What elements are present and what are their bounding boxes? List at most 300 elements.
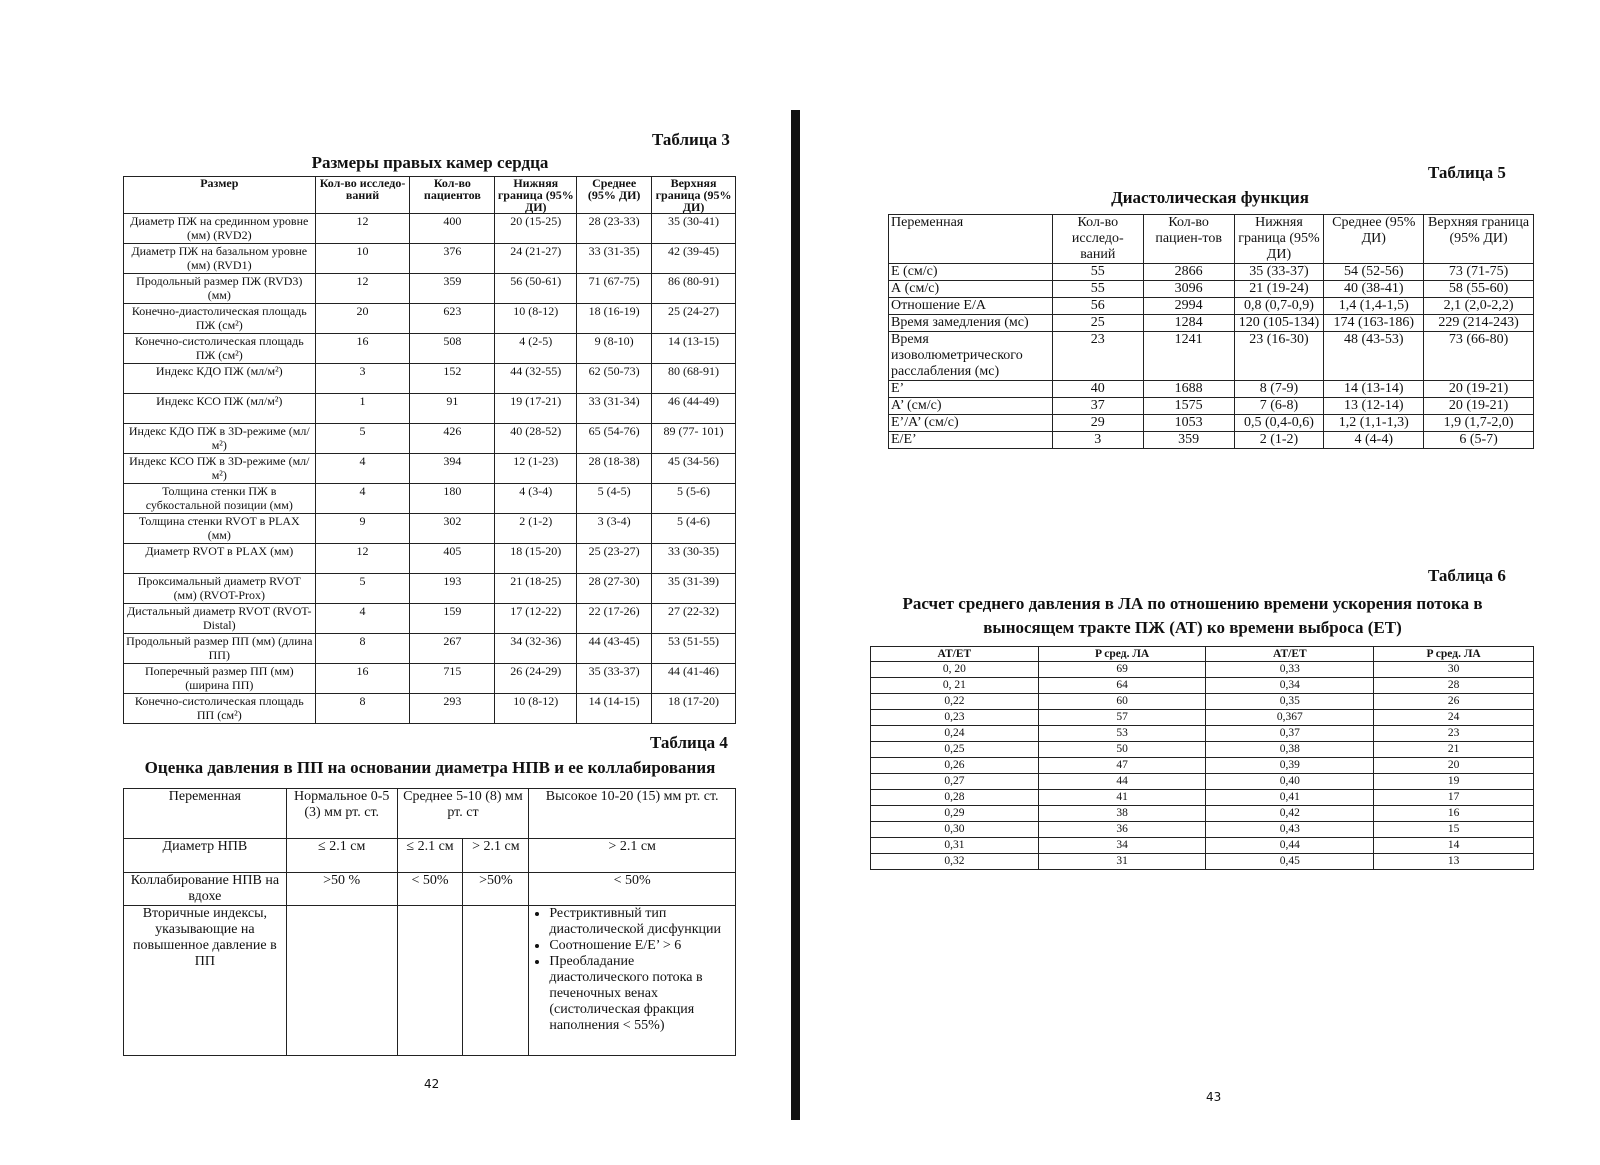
table3-cell: 159 (410, 604, 495, 634)
table5-cell: 13 (12-14) (1324, 398, 1424, 415)
table3-header-cell: Верхняя граница (95% ДИ) (652, 177, 736, 214)
table-row (871, 678, 1534, 694)
table5-cell: 3096 (1143, 281, 1234, 298)
table3-cell: 44 (43-45) (577, 634, 652, 664)
table3-cell: 405 (410, 544, 495, 574)
table5-cell: 6 (5-7) (1424, 432, 1534, 449)
table3-cell: Диаметр ПЖ на базальном уровне (мм) (RVD1) (124, 244, 316, 274)
table3-cell: 71 (67-75) (577, 274, 652, 304)
table-row (871, 822, 1534, 838)
table3-cell: 12 (315, 544, 410, 574)
page-number-left: 42 (424, 1077, 440, 1091)
table6-cell: 28 (1374, 678, 1534, 694)
table-row (889, 281, 1534, 298)
list-item: • Преобладание диастолического потока в печеночных венах (систолическая фракция наполнения < 55%) (549, 954, 733, 1034)
table6-cell: 57 (1038, 710, 1206, 726)
table3-cell: 17 (12-22) (495, 604, 577, 634)
table-row (871, 662, 1534, 678)
table-row (124, 304, 736, 334)
table-row (889, 332, 1534, 381)
table4-header-cell: Высокое 10-20 (15) мм рт. ст. (529, 789, 736, 839)
table6-cell: 36 (1038, 822, 1206, 838)
table3-cell: 16 (315, 334, 410, 364)
table-row (889, 432, 1534, 449)
table6-header-cell: P сред. ЛА (1038, 647, 1206, 662)
table6-cell: 60 (1038, 694, 1206, 710)
table3-cell: 35 (30-41) (652, 214, 736, 244)
table3-cell: 20 (15-25) (495, 214, 577, 244)
table6-cell: 0, 20 (871, 662, 1039, 678)
list-item: • Рестриктивный тип диастолической дисфункции (549, 906, 733, 938)
table4-row-collapse (124, 873, 736, 906)
table6-cell: 0,22 (871, 694, 1039, 710)
table4-cell: Вторичные индексы, указывающие на повышенное давление в ПП (124, 906, 287, 1056)
table3-cell: 426 (410, 424, 495, 454)
table6-cell: 0,41 (1206, 790, 1374, 806)
table-row (124, 514, 736, 544)
table3-cell: 14 (13-15) (652, 334, 736, 364)
table-row (124, 394, 736, 424)
table5-cell: Е/Е’ (889, 432, 1053, 449)
table6-cell: 15 (1374, 822, 1534, 838)
table5-cell: 1,2 (1,1-1,3) (1324, 415, 1424, 432)
table3-cell: 91 (410, 394, 495, 424)
table5-cell: 1688 (1143, 381, 1234, 398)
table3-cell: 293 (410, 694, 495, 724)
table6-header-cell: AT/ET (871, 647, 1039, 662)
table5-cell: 2994 (1143, 298, 1234, 315)
table3-cell: 302 (410, 514, 495, 544)
table-row (889, 398, 1534, 415)
table3-cell: 28 (27-30) (577, 574, 652, 604)
table-row (124, 484, 736, 514)
table5-cell: 29 (1052, 415, 1143, 432)
table3-cell: 4 (2-5) (495, 334, 577, 364)
table3-cell: 40 (28-52) (495, 424, 577, 454)
table4-row-ivc (124, 839, 736, 873)
table5-cell: 58 (55-60) (1424, 281, 1534, 298)
table3-cell: 33 (31-35) (577, 244, 652, 274)
table3-cell: 10 (315, 244, 410, 274)
table5-cell: 1241 (1143, 332, 1234, 381)
table6-header-cell: P сред. ЛА (1374, 647, 1534, 662)
table3-cell: 25 (23-27) (577, 544, 652, 574)
table-row (889, 415, 1534, 432)
table4-cell-empty (397, 906, 463, 1056)
table4-cell: > 2.1 см (463, 839, 529, 873)
table-row (124, 454, 736, 484)
table3-cell: 44 (41-46) (652, 664, 736, 694)
table-row (871, 790, 1534, 806)
table5-header-cell: Кол-во исследо-ваний (1052, 215, 1143, 264)
table5-cell: Время замедления (мс) (889, 315, 1053, 332)
table5-cell: 8 (7-9) (1234, 381, 1324, 398)
table3-cell: 19 (17-21) (495, 394, 577, 424)
table4-cell-empty (286, 906, 397, 1056)
table6-cell: 69 (1038, 662, 1206, 678)
table-row (871, 774, 1534, 790)
table-row (124, 274, 736, 304)
table6-cell: 0,26 (871, 758, 1039, 774)
table5-cell: 54 (52-56) (1324, 264, 1424, 281)
table6-cell: 0,28 (871, 790, 1039, 806)
table3-label: Таблица 3 (652, 130, 730, 149)
table3-cell: 18 (15-20) (495, 544, 577, 574)
table3-cell: 34 (32-36) (495, 634, 577, 664)
table-row (871, 806, 1534, 822)
table5-cell: 23 (16-30) (1234, 332, 1324, 381)
table3-cell: 22 (17-26) (577, 604, 652, 634)
table6-cell: 0,32 (871, 854, 1039, 870)
table6-header-cell: AT/ET (1206, 647, 1374, 662)
table3-cell: 25 (24-27) (652, 304, 736, 334)
list-item: • Соотношение E/E’ > 6 (549, 938, 733, 954)
table3-cell: 3 (315, 364, 410, 394)
table3-cell: Конечно-систолическая площадь ПЖ (см²) (124, 334, 316, 364)
table5-cell: 56 (1052, 298, 1143, 315)
table3-cell: 27 (22-32) (652, 604, 736, 634)
table3-cell: 86 (80-91) (652, 274, 736, 304)
table6-cell: 50 (1038, 742, 1206, 758)
table4-label: Таблица 4 (650, 733, 728, 752)
table3-cell: Продольный размер ПЖ (RVD3) (мм) (124, 274, 316, 304)
table3-header-row (124, 177, 736, 214)
table5-cell: 3 (1052, 432, 1143, 449)
table3-cell: 3 (3-4) (577, 514, 652, 544)
table6-cell: 44 (1038, 774, 1206, 790)
table3-cell: 42 (39-45) (652, 244, 736, 274)
table4-cell: Диаметр НПВ (124, 839, 287, 873)
table5-cell: 14 (13-14) (1324, 381, 1424, 398)
table3-cell: 35 (31-39) (652, 574, 736, 604)
table5-cell: 2 (1-2) (1234, 432, 1324, 449)
table3-cell: 152 (410, 364, 495, 394)
table-row (871, 838, 1534, 854)
table3-cell: 623 (410, 304, 495, 334)
table3-cell: 12 (315, 214, 410, 244)
table6-cell: 0,37 (1206, 726, 1374, 742)
table-row (871, 710, 1534, 726)
table6-cell: 0,24 (871, 726, 1039, 742)
table5-cell: Е (см/с) (889, 264, 1053, 281)
table-row (889, 264, 1534, 281)
table6-cell: 19 (1374, 774, 1534, 790)
table3-cell: 45 (34-56) (652, 454, 736, 484)
table5-cell: 2866 (1143, 264, 1234, 281)
table3-title: Размеры правых камер сердца (311, 153, 549, 172)
table5-cell: 73 (66-80) (1424, 332, 1534, 381)
table3-cell: 8 (315, 694, 410, 724)
table5-header-cell: Переменная (889, 215, 1053, 264)
table4-cell: > 2.1 см (529, 839, 736, 873)
table4-header-cell: Переменная (124, 789, 287, 839)
table5-cell: 1053 (1143, 415, 1234, 432)
table3-cell: 5 (315, 424, 410, 454)
table3-cell: 508 (410, 334, 495, 364)
table5-cell: 1284 (1143, 315, 1234, 332)
table4-header-cell: Нормальное 0-5 (3) мм рт. ст. (286, 789, 397, 839)
table3-cell: 4 (315, 484, 410, 514)
table6-cell: 0,42 (1206, 806, 1374, 822)
table-row (889, 298, 1534, 315)
table4-cell: ≤ 2.1 см (397, 839, 463, 873)
table5-header-cell: Верхняя граница (95% ДИ) (1424, 215, 1534, 264)
table-row (124, 214, 736, 244)
table6-cell: 31 (1038, 854, 1206, 870)
table-row (124, 574, 736, 604)
table3-cell: 715 (410, 664, 495, 694)
table6-cell: 0,39 (1206, 758, 1374, 774)
table3-cell: 359 (410, 274, 495, 304)
table-row (889, 315, 1534, 332)
table-row (871, 726, 1534, 742)
table4-header-cell: Среднее 5-10 (8) мм рт. ст (397, 789, 529, 839)
table6-cell: 26 (1374, 694, 1534, 710)
table5-cell: Отношение Е/А (889, 298, 1053, 315)
table6-cell: 0,30 (871, 822, 1039, 838)
table6-cell: 0,43 (1206, 822, 1374, 838)
table3-cell: Толщина стенки RVOT в PLAX (мм) (124, 514, 316, 544)
table4-cell-empty (463, 906, 529, 1056)
table5-cell: 23 (1052, 332, 1143, 381)
table5-cell: 229 (214-243) (1424, 315, 1534, 332)
table5-title: Диастолическая функция (1111, 188, 1309, 207)
table3-cell: 5 (5-6) (652, 484, 736, 514)
table3-cell: 5 (4-6) (652, 514, 736, 544)
table3-cell: 2 (1-2) (495, 514, 577, 544)
table3-cell: Индекс КСО ПЖ в 3D-режиме (мл/м²) (124, 454, 316, 484)
table3-cell: 20 (315, 304, 410, 334)
table6-cell: 0,31 (871, 838, 1039, 854)
table3-header-cell: Среднее (95% ДИ) (577, 177, 652, 214)
table3-cell: 394 (410, 454, 495, 484)
table6-cell: 30 (1374, 662, 1534, 678)
table3-cell: Индекс КДО ПЖ в 3D-режиме (мл/м²) (124, 424, 316, 454)
table6-cell: 53 (1038, 726, 1206, 742)
table3-cell: Конечно-систолическая площадь ПП (см²) (124, 694, 316, 724)
table6-cell: 16 (1374, 806, 1534, 822)
page-number-right: 43 (1206, 1090, 1222, 1104)
table6-cell: 41 (1038, 790, 1206, 806)
table3-cell: 12 (1-23) (495, 454, 577, 484)
table-row (124, 334, 736, 364)
table3-cell: 28 (18-38) (577, 454, 652, 484)
table5-cell: 2,1 (2,0-2,2) (1424, 298, 1534, 315)
table3-header-cell: Кол-во исследо-ваний (315, 177, 410, 214)
table6-cell: 20 (1374, 758, 1534, 774)
table6-cell: 24 (1374, 710, 1534, 726)
table5-cell: 174 (163-186) (1324, 315, 1424, 332)
table6-cell: 0,25 (871, 742, 1039, 758)
table3-cell: 35 (33-37) (577, 664, 652, 694)
table5-cell: 40 (38-41) (1324, 281, 1424, 298)
table3-cell: 21 (18-25) (495, 574, 577, 604)
table3-cell: 400 (410, 214, 495, 244)
table3-cell: 46 (44-49) (652, 394, 736, 424)
table3-cell: Проксимальный диаметр RVOT (мм) (RVOT-Prox) (124, 574, 316, 604)
table-row (124, 424, 736, 454)
table-row (124, 244, 736, 274)
table4-cell-list (529, 906, 736, 1056)
table5-header-cell: Среднее (95% ДИ) (1324, 215, 1424, 264)
table4-header-row (124, 789, 736, 839)
table3-cell: Индекс КСО ПЖ (мл/м²) (124, 394, 316, 424)
table-row (124, 604, 736, 634)
table5-cell: 37 (1052, 398, 1143, 415)
table3-cell: 4 (315, 604, 410, 634)
table5-header-cell: Кол-во пациен-тов (1143, 215, 1234, 264)
table4-row-secondary (124, 906, 736, 1056)
table3-cell: 4 (3-4) (495, 484, 577, 514)
table3-cell: 26 (24-29) (495, 664, 577, 694)
table3-header-cell: Нижняя граница (95% ДИ) (495, 177, 577, 214)
book-spine (791, 110, 800, 1120)
table5-header-cell: Нижняя граница (95% ДИ) (1234, 215, 1324, 264)
table5-cell: 4 (4-4) (1324, 432, 1424, 449)
table3-cell: 62 (50-73) (577, 364, 652, 394)
table3-cell: Поперечный размер ПП (мм) (ширина ПП) (124, 664, 316, 694)
table4-cell: ≤ 2.1 см (286, 839, 397, 873)
table4 (123, 788, 736, 1056)
table-row (124, 634, 736, 664)
table5-cell: 0,5 (0,4-0,6) (1234, 415, 1324, 432)
table6-cell: 23 (1374, 726, 1534, 742)
table6-header-row (871, 647, 1534, 662)
table6-cell: 34 (1038, 838, 1206, 854)
table-row (124, 664, 736, 694)
table6-cell: 13 (1374, 854, 1534, 870)
table3-cell: Конечно-диастолическая площадь ПЖ (см²) (124, 304, 316, 334)
table6-cell: 17 (1374, 790, 1534, 806)
table6-cell: 21 (1374, 742, 1534, 758)
table3-header-cell: Кол-во пациентов (410, 177, 495, 214)
table-row (871, 758, 1534, 774)
table3-cell: 14 (14-15) (577, 694, 652, 724)
table5-cell: 20 (19-21) (1424, 381, 1534, 398)
table6-cell: 0,45 (1206, 854, 1374, 870)
table5-cell: 1,4 (1,4-1,5) (1324, 298, 1424, 315)
table3-cell: 5 (4-5) (577, 484, 652, 514)
table6-cell: 0,33 (1206, 662, 1374, 678)
table-row (889, 381, 1534, 398)
table3-cell: 18 (16-19) (577, 304, 652, 334)
table5-header-row (889, 215, 1534, 264)
table5-cell: 7 (6-8) (1234, 398, 1324, 415)
table3-cell: 9 (8-10) (577, 334, 652, 364)
table5-cell: 1575 (1143, 398, 1234, 415)
table5-cell: А (см/с) (889, 281, 1053, 298)
table6-cell: 0,367 (1206, 710, 1374, 726)
table5-cell: Е’ (889, 381, 1053, 398)
table3-cell: 24 (21-27) (495, 244, 577, 274)
table-row (871, 742, 1534, 758)
table3-cell: 33 (31-34) (577, 394, 652, 424)
table5-cell: 55 (1052, 281, 1143, 298)
table5-label: Таблица 5 (1428, 163, 1506, 182)
table5-cell: Время изоволюметрического расслабления (мс) (889, 332, 1053, 381)
table5-cell: 0,8 (0,7-0,9) (1234, 298, 1324, 315)
table4-cell: >50 % (286, 873, 397, 906)
table3-cell: 9 (315, 514, 410, 544)
table-row (124, 544, 736, 574)
table6-cell: 47 (1038, 758, 1206, 774)
table3-cell: 267 (410, 634, 495, 664)
table3-cell: 28 (23-33) (577, 214, 652, 244)
table-row (871, 854, 1534, 870)
table3-cell: 12 (315, 274, 410, 304)
table6-cell: 0,40 (1206, 774, 1374, 790)
table6-cell: 64 (1038, 678, 1206, 694)
secondary-indices-list (531, 906, 733, 1034)
table3-cell: Продольный размер ПП (мм) (длина ПП) (124, 634, 316, 664)
table6-label: Таблица 6 (1428, 566, 1506, 585)
table-row (871, 694, 1534, 710)
table6-cell: 14 (1374, 838, 1534, 854)
table6-cell: 0,38 (1206, 742, 1374, 758)
table3-cell: Диаметр RVOT в PLAX (мм) (124, 544, 316, 574)
table5-cell: 40 (1052, 381, 1143, 398)
table3-cell: 193 (410, 574, 495, 604)
table6-title: Расчет среднего давления в ЛА по отношению времени ускорения потока в выносящем тракте ПЖ (АТ) ко времени выброса (ЕТ) (902, 594, 1483, 637)
table3-cell: 89 (77- 101) (652, 424, 736, 454)
table3-cell: 65 (54-76) (577, 424, 652, 454)
table6-cell: 0,27 (871, 774, 1039, 790)
table6-cell: 38 (1038, 806, 1206, 822)
table3-cell: Индекс КДО ПЖ (мл/м²) (124, 364, 316, 394)
table5-cell: 359 (1143, 432, 1234, 449)
table3-cell: 16 (315, 664, 410, 694)
table3-cell: 8 (315, 634, 410, 664)
table6-cell: 0,34 (1206, 678, 1374, 694)
table6-cell: 0,29 (871, 806, 1039, 822)
table4-cell: < 50% (529, 873, 736, 906)
table5-cell: 55 (1052, 264, 1143, 281)
table6-cell: 0,44 (1206, 838, 1374, 854)
table6-cell: 0, 21 (871, 678, 1039, 694)
table3-cell: 80 (68-91) (652, 364, 736, 394)
table-row (124, 364, 736, 394)
table5-cell: 73 (71-75) (1424, 264, 1534, 281)
table5-cell: Е’/А’ (см/с) (889, 415, 1053, 432)
table5-cell: 120 (105-134) (1234, 315, 1324, 332)
table3-cell: 33 (30-35) (652, 544, 736, 574)
table3-cell: 376 (410, 244, 495, 274)
table5 (888, 214, 1534, 449)
table4-cell: >50% (463, 873, 529, 906)
table3 (123, 176, 736, 724)
table5-cell: 25 (1052, 315, 1143, 332)
table6-cell: 0,23 (871, 710, 1039, 726)
table6-cell: 0,35 (1206, 694, 1374, 710)
table4-cell: Коллабирование НПВ на вдохе (124, 873, 287, 906)
table3-cell: 18 (17-20) (652, 694, 736, 724)
table5-cell: А’ (см/с) (889, 398, 1053, 415)
table3-cell: 56 (50-61) (495, 274, 577, 304)
table3-cell: 4 (315, 454, 410, 484)
table3-cell: 5 (315, 574, 410, 604)
table-row (124, 694, 736, 724)
table5-cell: 35 (33-37) (1234, 264, 1324, 281)
table3-cell: 10 (8-12) (495, 304, 577, 334)
table3-cell: 10 (8-12) (495, 694, 577, 724)
table5-cell: 20 (19-21) (1424, 398, 1534, 415)
table4-title: Оценка давления в ПП на основании диаметра НПВ и ее коллабирования (144, 758, 716, 777)
table4-cell: < 50% (397, 873, 463, 906)
table6 (870, 646, 1534, 870)
table3-cell: 1 (315, 394, 410, 424)
table3-cell: 180 (410, 484, 495, 514)
table3-cell: Толщина стенки ПЖ в субкостальной позиции (мм) (124, 484, 316, 514)
